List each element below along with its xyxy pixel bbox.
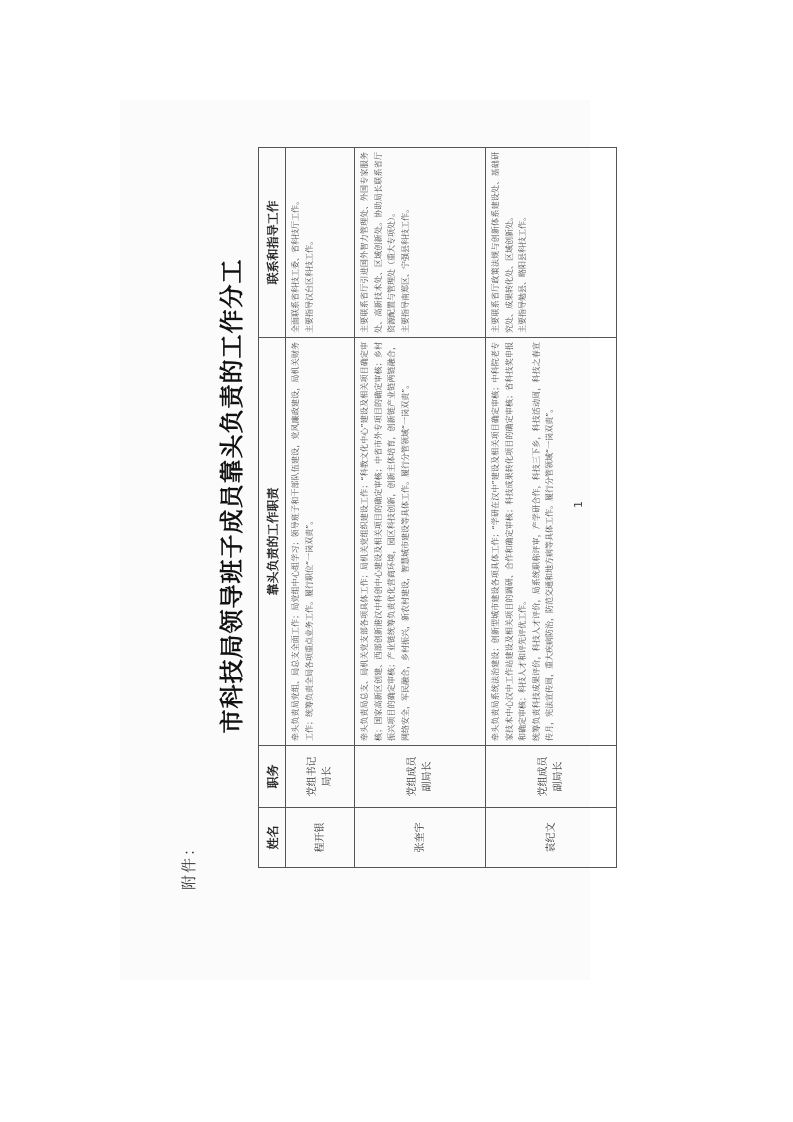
cell-contact: 全面联系省科技工委、省科技厅工作。 主要指导汉台区科技工作。: [286, 148, 355, 338]
header-name: 姓名: [259, 808, 286, 868]
cell-responsibilities: 牵头负责局党组、局总支全面工作；局党组中心组学习；领导班子和干部队伍建设，党风廉政建设，局机关财务工作；统筹负责全局各项重点业务工作。履行职位“一岗双责”。: [286, 338, 355, 746]
cell-responsibilities: 牵头负责局总支、局机关党支部各项具体工作；局机关党组织建设工作；“科教文化中心”建设及相关项目确定审核；国家高新区创建、西部创新港汉中科创中心建设及相关项目的确定审核；中省市外专项目的确定审核；乡村振兴项目的确定审核；产业链统筹负责优化营商环境，园区科技创新，创新主体培育，创新链产业链两链融合，网络安全，军民融合，乡村振兴，新农村建设，智慧城市建设等具体工作。履行分管领域“一岗双责”。: [355, 338, 486, 746]
cell-name: 张奎宇: [355, 808, 486, 868]
table-row: [486, 148, 617, 868]
cell-name: 程开银: [286, 808, 355, 868]
cell-contact: 主要联系省厅引进国外智力管理处、外国专家服务处、高新技术处、区域创新处。协助局长联系省厅资源配置与管理处（重大专项处）。 主要指导南郑区、宁强县科技工作。: [355, 148, 486, 338]
cell-contact: 主要联系省厅政策法规与创新体系建设处、基础研究处、成果转化处、区域创新处。 主要指导勉县、略阳县科技工作。: [486, 148, 617, 338]
header-responsibilities: 靠头负责的工作职责: [259, 338, 286, 746]
cell-position: 党组书记 局长: [286, 746, 355, 808]
document-title: 市科技局领导班子成员靠头负责的工作分工: [217, 258, 246, 734]
header-position: 职务: [259, 746, 286, 808]
rotated-document: [160, 96, 600, 896]
table-row: [286, 148, 355, 868]
table-row: [355, 148, 486, 868]
cell-responsibilities: 牵头负责局系统法治建设；创新型城市建设各项具体工作；“学研在汉中”建设及相关项目确定审核；中科院老专家技术中心汉中工作站建设及相关项目的调研、合作和确定审核；科技成果转化项目的确定审核；省科技奖申报和确定审核；科技人才和评先评优工作。 统筹负责科技成果评价，科技人才评价，局系统职称评审，产学研合作，科技三下乡，科技活动周，科技之春宣传月，宪法宣传周，重大疾病防治，防范交通和地方病等具体工作。履行分管领域“一岗双责”。: [486, 338, 617, 746]
cell-position: 党组成员 副局长: [355, 746, 486, 808]
header-contact: 联系和指导工作: [259, 148, 286, 338]
duty-table: [258, 147, 617, 868]
cell-name: 袁纪文: [486, 808, 617, 868]
table-header-row: [259, 148, 286, 868]
cell-position: 党组成员 副局长: [486, 746, 617, 808]
attachment-label: 附件：: [180, 838, 198, 890]
page-number: 1: [572, 501, 585, 508]
